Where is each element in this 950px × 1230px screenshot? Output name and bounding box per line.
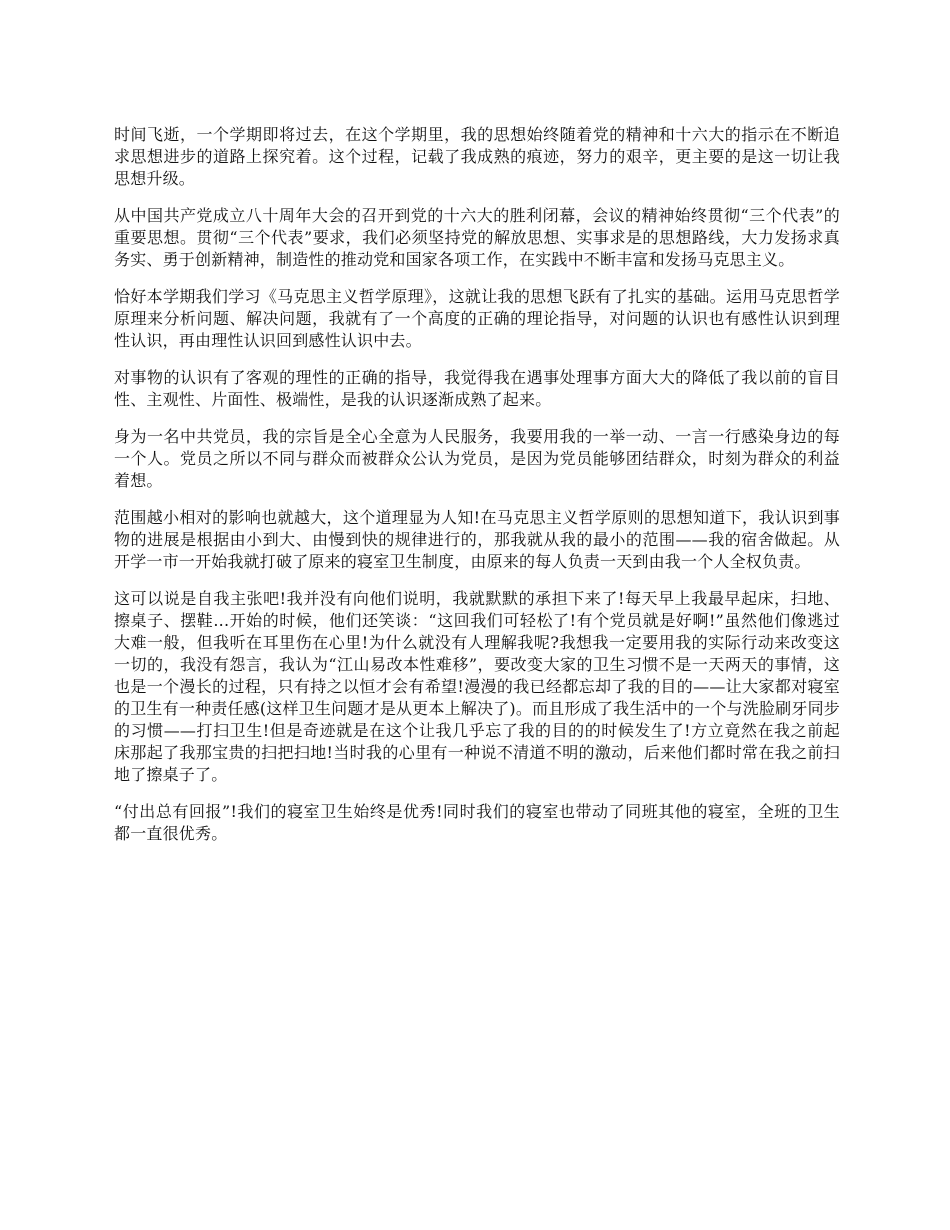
- paragraph-6: 范围越小相对的影响也就越大，这个道理显为人知!在马克思主义哲学原则的思想知道下，我认识到事物的进展是根据由小到大、由慢到快的规律进行的，那我就从我的最小的范围——我的宿舍做起。从开学一市一开始我就打破了原来的寝室卫生制度，由原来的每人负责一天到由我一个人全权负责。: [114, 508, 840, 571]
- paragraph-8: “付出总有回报”!我们的寝室卫生始终是优秀!同时我们的寝室也带动了同班其他的寝室，全班的卫生都一直很优秀。: [114, 802, 840, 843]
- document-body: [114, 124, 840, 860]
- paragraph-3: 恰好本学期我们学习《马克思主义哲学原理》，这就让我的思想飞跃有了扎实的基础。运用马克思哲学原理来分析问题、解决问题，我就有了一个高度的正确的理论指导，对问题的认识也有感性认识到理性认识，再由理性认识回到感性认识中去。: [114, 287, 840, 350]
- paragraph-1: 时间飞逝，一个学期即将过去，在这个学期里，我的思想始终随着党的精神和十六大的指示在不断追求思想进步的道路上探究着。这个过程，记载了我成熟的痕迹，努力的艰辛，更主要的是这一切让我思想升级。: [114, 125, 840, 188]
- paragraph-5: 身为一名中共党员，我的宗旨是全心全意为人民服务，我要用我的一举一动、一言一行感染身边的每一个人。党员之所以不同与群众而被群众公认为党员，是因为党员能够团结群众，时刻为群众的利益着想。: [114, 427, 840, 490]
- paragraph-2: 从中国共产党成立八十周年大会的召开到党的十六大的胜利闭幕，会议的精神始终贯彻“三个代表”的重要思想。贯彻“三个代表”要求，我们必须坚持党的解放思想、实事求是的思想路线，大力发扬求真务实、勇于创新精神，制造性的推动党和国家各项工作，在实践中不断丰富和发扬马克思主义。: [114, 206, 840, 269]
- paragraph-7: 这可以说是自我主张吧!我并没有向他们说明，我就默默的承担下来了!每天早上我最早起床，扫地、擦桌子、摆鞋...开始的时候，他们还笑谈：“这回我们可轻松了!有个党员就是好啊!”虽然他们像逃过大难一般，但我听在耳里伤在心里!为什么就没有人理解我呢?我想我一定要用我的实际行动来改变这一切的，我没有怨言，我认为“江山易改本性难移”，要改变大家的卫生习惯不是一天两天的事情，这也是一个漫长的过程，只有持之以恒才会有希望!漫漫的我已经都忘却了我的目的——让大家都对寝室的卫生有一种责任感(这样卫生问题才是从更本上解决了)。而且形成了我生活中的一个与洗脸刷牙同步的习惯——打扫卫生!但是奇迹就是在这个让我几乎忘了我的目的的时候发生了!方立竟然在我之前起床那起了我那宝贵的扫把扫地!当时我的心里有一种说不清道不明的激动，后来他们都时常在我之前扫地了擦桌子了。: [114, 589, 840, 784]
- paragraph-4: 对事物的认识有了客观的理性的正确的指导，我觉得我在遇事处理事方面大大的降低了我以前的盲目性、主观性、片面性、极端性，是我的认识逐渐成熟了起来。: [114, 368, 840, 409]
